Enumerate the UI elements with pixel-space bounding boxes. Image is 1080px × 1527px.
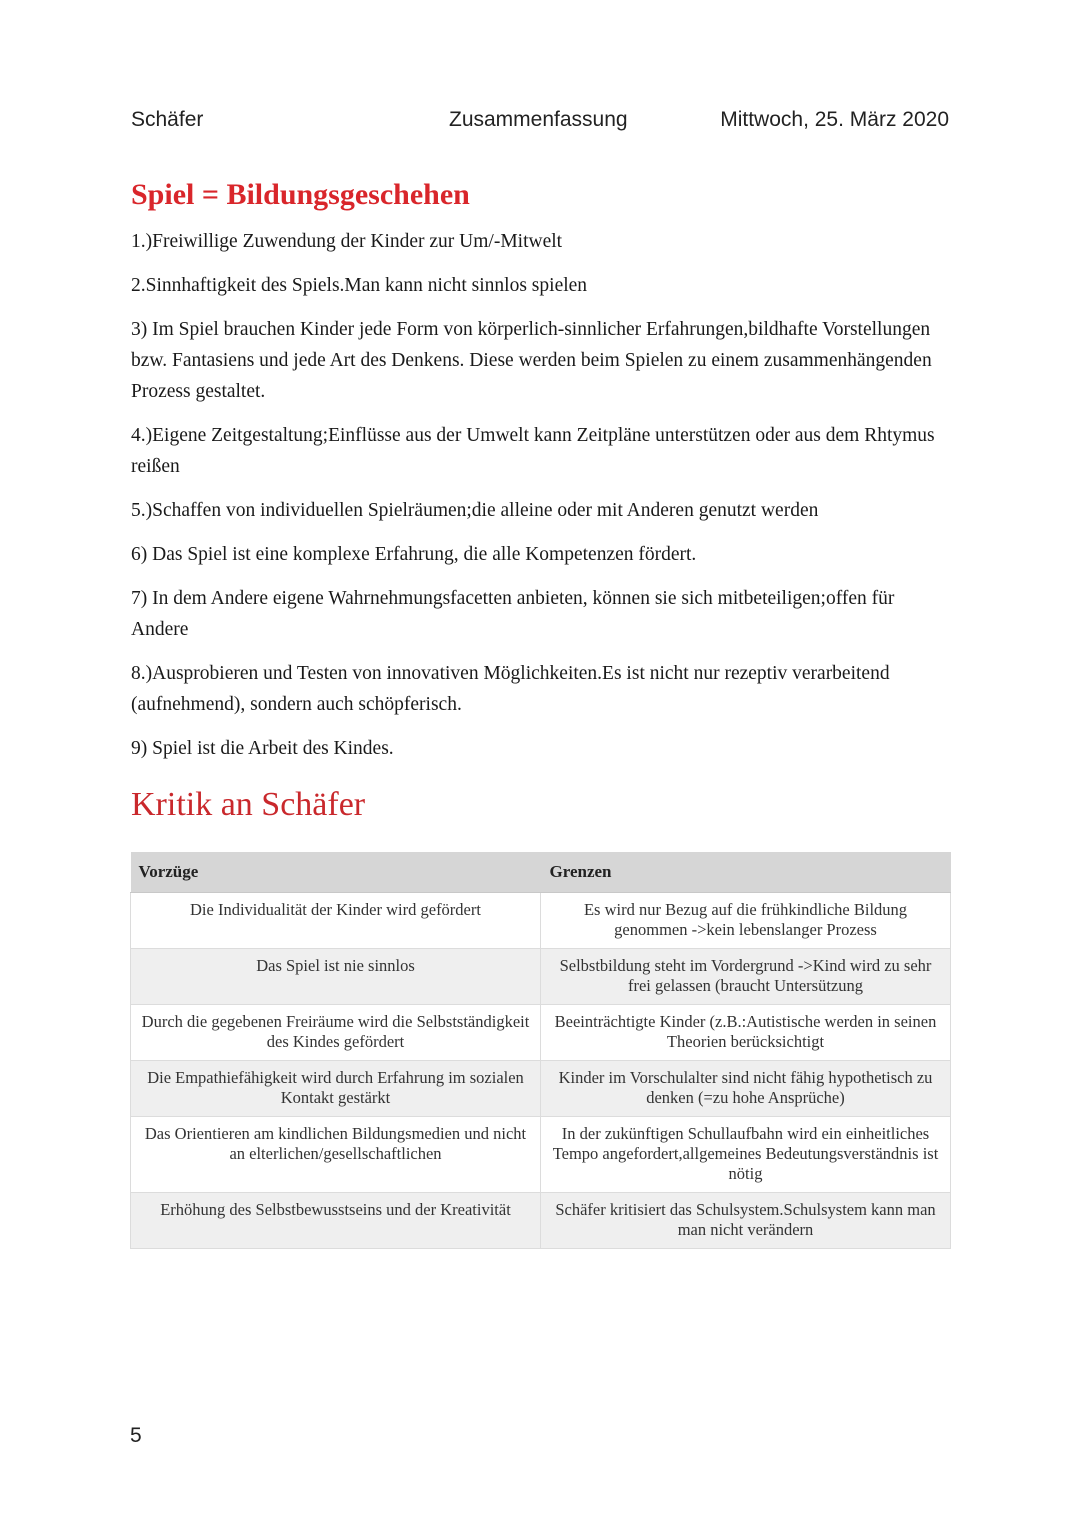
table-cell: Beeinträchtigte Kinder (z.B.:Autistische werden in seinen Theorien berücksichtigt: [541, 1005, 951, 1061]
section-title-kritik: Kritik an Schäfer: [131, 786, 366, 823]
table-row: [131, 1005, 951, 1061]
point-item: 6) Das Spiel ist eine komplexe Erfahrung, die alle Kompetenzen fördert.: [131, 544, 697, 565]
table-cell: Die Individualität der Kinder wird gefördert: [131, 893, 541, 949]
table-row: [131, 893, 951, 949]
table-row: [131, 949, 951, 1005]
point-item: 8.)Ausprobieren und Testen von innovativen Möglichkeiten.Es ist nicht nur rezeptiv verarbeitend (aufnehmend), sondern auch schöpferisch.: [131, 663, 890, 715]
point-item: 3) Im Spiel brauchen Kinder jede Form von körperlich-sinnlicher Erfahrungen,bildhafte Vorstellungen bzw. Fantasiens und jede Art des Denkens. Diese werden beim Spielen zu einem zusammenhängenden Prozess gestaltet.: [131, 319, 932, 402]
header-date: Mittwoch, 25. März 2020: [720, 108, 949, 131]
table-header-row: [131, 852, 951, 893]
section-title-spiel: Spiel = Bildungsgeschehen: [131, 178, 470, 211]
page-number: 5: [130, 1424, 142, 1447]
header-author: Schäfer: [131, 108, 204, 131]
critique-table: [130, 852, 951, 1249]
points-list: [131, 226, 941, 777]
table-row: [131, 1117, 951, 1193]
critique-table-container: [130, 852, 950, 1249]
table-cell: In der zukünftigen Schullaufbahn wird ein einheitliches Tempo angefordert,allgemeines Bedeutungsverständnis ist nötig: [541, 1117, 951, 1193]
point-item: 2.Sinnhaftigkeit des Spiels.Man kann nicht sinnlos spielen: [131, 275, 588, 296]
table-row: [131, 1061, 951, 1117]
point-item: 7) In dem Andere eigene Wahrnehmungsfacetten anbieten, können sie sich mitbeteiligen;offen für Andere: [131, 588, 895, 640]
table-cell: Erhöhung des Selbstbewusstseins und der Kreativität: [131, 1193, 541, 1249]
point-item: 5.)Schaffen von individuellen Spielräumen;die alleine oder mit Anderen genutzt werden: [131, 500, 819, 521]
table-cell: Kinder im Vorschulalter sind nicht fähig hypothetisch zu denken (=zu hohe Ansprüche): [541, 1061, 951, 1117]
column-header-vorzuege: Vorzüge: [131, 852, 541, 893]
table-cell: Die Empathiefähigkeit wird durch Erfahrung im sozialen Kontakt gestärkt: [131, 1061, 541, 1117]
point-item: 1.)Freiwillige Zuwendung der Kinder zur Um/-Mitwelt: [131, 231, 563, 252]
point-item: 9) Spiel ist die Arbeit des Kindes.: [131, 738, 394, 759]
table-cell: Das Orientieren am kindlichen Bildungsmedien und nicht an elterlichen/gesellschaftlichen: [131, 1117, 541, 1193]
table-cell: Selbstbildung steht im Vordergrund ->Kind wird zu sehr frei gelassen (braucht Untersützung: [541, 949, 951, 1005]
column-header-grenzen: Grenzen: [541, 852, 951, 893]
table-cell: Es wird nur Bezug auf die frühkindliche Bildung genommen ->kein lebenslanger Prozess: [541, 893, 951, 949]
table-cell: Durch die gegebenen Freiräume wird die Selbstständigkeit des Kindes gefördert: [131, 1005, 541, 1061]
table-cell: Das Spiel ist nie sinnlos: [131, 949, 541, 1005]
table-cell: Schäfer kritisiert das Schulsystem.Schulsystem kann man man nicht verändern: [541, 1193, 951, 1249]
table-row: [131, 1193, 951, 1249]
header-title: Zusammenfassung: [449, 108, 628, 131]
page-header: [131, 108, 949, 138]
point-item: 4.)Eigene Zeitgestaltung;Einflüsse aus der Umwelt kann Zeitpläne unterstützen oder aus dem Rhtymus reißen: [131, 425, 935, 477]
